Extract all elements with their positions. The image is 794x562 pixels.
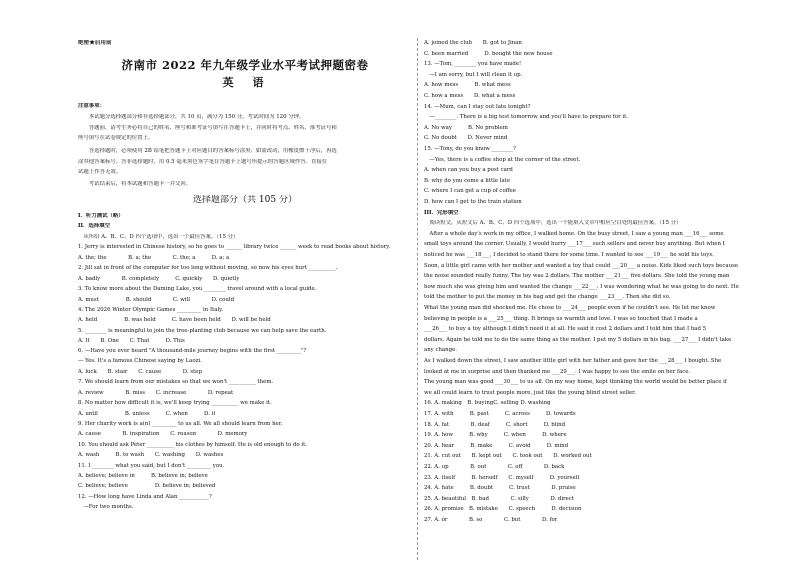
text-line: As I walked down the street, I saw another little girl with her father and gave her the ___28___ I bought. She	[424, 358, 722, 364]
text-line: Soon, a little girl came with her mother and wanted a toy that could ___20___ a noise. Kids liked such toys because	[424, 262, 739, 269]
text-line: we all could learn to trust people more, just like the young blind street seller.	[424, 389, 636, 396]
text-line: A. how mess B. what mess	[424, 82, 511, 89]
text-line: believing in people is a ___25___ thing. It brings us warmth and love. I was so touched that I made a	[424, 315, 698, 322]
text-line: 答题前，请考生务必将自己的姓名、座号和准考证号填写在答题卡上，并同时将考点、姓名、准考证号和	[78, 125, 337, 131]
text-line: C. how a mess D. what a mess	[424, 93, 516, 99]
text-line: B. why do you come a little late	[424, 177, 511, 184]
text-line: II．选择填空	[78, 223, 110, 229]
text-line: 7. We should learn from our mistakes so that we won't __________ them.	[78, 379, 274, 385]
text-line: A. believe; believe in B. believe in; believe	[78, 473, 208, 479]
text-line: 11. I ________ what you said, but I don't _________ you.	[78, 463, 225, 469]
text-line: 本试题分选择题部分和非选择题部分，共 10 页，满分为 150 分，考试时间为 120 分钟。	[78, 114, 305, 120]
text-line: 14. —Mum, can I stay out late tonight?	[424, 103, 531, 110]
text-line: 15. —Tony, do you know ________?	[424, 146, 516, 152]
text-line: 涂其他答案标号。答非选择题时，用 0.5 毫米黑色签字笔在答题卡上题号所提示的答题区域作答。直接在	[78, 159, 328, 165]
text-line: A. until B. unless C. when D. if	[78, 411, 216, 417]
text-line: small toys around the corner. Usually, I would hurry ___17___ such sellers and never buy anything. But when I	[424, 241, 725, 248]
section-heading: 选择题部分（共 105 分）	[193, 195, 297, 205]
text-line: C. where I can get a cup of coffee	[424, 188, 516, 195]
text-line: 26. A. promise B. mistake C. speech D. decision	[424, 506, 582, 513]
text-line: 21. A. cut out B. kept out C. took out D. worked out	[424, 453, 592, 460]
text-line: A. cause B. inspiration C. reason D. memory	[78, 431, 248, 437]
text-line: A. badly B. completely C. quickly D. quietly	[78, 276, 240, 282]
text-line: 12. —How long have Linda and Alan ___________?	[78, 494, 212, 500]
text-line: told the mother to put the money in his bag and get the change ___23___. Then she did so.	[424, 294, 671, 301]
text-line: I．听力测试（略）	[78, 213, 124, 219]
text-line: The young man was good ___30___ to us all. On my way home, kept thinking the world would be better place if	[424, 379, 727, 386]
text-line: 1. Jerry is interested in Chinese history, so he goes to ______ library twice ______ week to read books about history.	[78, 244, 391, 250]
text-line: dollars. Again he told me to do the same thing as the mother. I put my 5 dollars in his bag. ___27___ I didn't take	[424, 336, 732, 343]
text-line: D. how can I get to the train station	[424, 199, 522, 205]
column-divider	[417, 38, 418, 560]
text-line: A. No way B. No problem	[424, 124, 508, 131]
text-line: —For two months.	[78, 504, 134, 510]
text-line: A. wash B. to wash C. washing D. washes	[78, 452, 224, 458]
text-line: 试题上作答无效。	[78, 169, 122, 175]
text-line: 22. A. up B. out C. off D. back	[424, 464, 565, 470]
confidential-mark: 绝密★启用前	[78, 40, 112, 46]
text-line: 从所给 A、B、C、D 四个选项中，选出一个最佳答案。（15 分）	[78, 234, 239, 240]
text-line: A. joined the club B. got to Jinan	[424, 40, 522, 46]
text-line: 8. No matter how difficult it is, we'll keep trying __________ we make it.	[78, 400, 272, 406]
text-line: A. review B. miss C. increase D. repeat	[78, 390, 234, 396]
text-line: A. luck B. stair C. cause D. step	[78, 369, 202, 375]
text-line: 5. ________ is meaningful to join the tree-planting club because we can help save the earth.	[78, 328, 327, 334]
text-line: 10. You should ask Peter __________ his clothes by himself. He is old enough to do it.	[78, 442, 307, 448]
text-line: 阅读短文，从短文后 A、B、C、D 四个选项中，选出一个能填入文章中相应空白处的最佳答案。（15 分）	[424, 220, 682, 227]
text-line: ___26___ to buy a toy although I didn't need it at all. He said it cost 2 dollars and I told him that I had 5	[424, 326, 707, 333]
text-line: 25. A. beautiful B. bad C. silly D. direct	[424, 495, 575, 502]
text-line: C. been married D. bought the new house	[424, 50, 553, 57]
text-line: 9. Her charity work is a(n) _________ to us all. We all should learn from her.	[78, 421, 283, 427]
text-line: —Yes, there is a coffee shop at the corner of the street.	[424, 156, 581, 163]
text-line: A. when can you buy a post card	[424, 167, 513, 174]
exam-title: 济南市 2022 年九年级学业水平考试押题密卷	[121, 58, 369, 72]
text-line: — Yes. It's a famous Chinese saying by Laozi.	[78, 358, 202, 364]
text-line: C. believe; believe D. believe in; believed	[78, 483, 216, 489]
text-line: looked at me in surprise and then thanked me ___29___. I was happy to see the smile on her face.	[424, 368, 691, 375]
text-line: 20. A. hear B. make C. avoid D. mind	[424, 442, 569, 449]
text-line: 座号填写在试卷规定的位置上。	[78, 135, 154, 141]
text-line: C. No doubt D. Never mind	[424, 135, 508, 142]
text-line: 17. A. with B. past C. across D. towards	[424, 411, 576, 417]
text-line: 考试结束后，将本试题和答题卡一并交回。	[78, 181, 192, 187]
text-line: —I am sorry, but I will clean it up.	[424, 71, 523, 78]
text-line: 16. A. making B. buyingC. selling D. washing	[424, 400, 551, 407]
section-heading: III．完形填空	[424, 209, 459, 216]
text-line: any change.	[424, 347, 457, 354]
text-line: 3. To know more about the Daming Lake, you ________ travel around with a local guide.	[78, 286, 317, 292]
text-line: —________. There is a big test tomorrow and you'll have to prepare for it.	[424, 114, 628, 121]
text-line: A. the; the B. a; the C. the; a D. a; a	[78, 255, 230, 261]
text-line: 答选择题时，必须使用 2B 铅笔把答题卡上对应题目的答案标号涂黑；如需改动，用橡皮擦干净后，再选	[78, 148, 337, 154]
text-line: 24. A. hate B. doubt C. trust D. praise	[424, 485, 576, 492]
text-line: A. It B. One C. That D. This	[78, 338, 185, 344]
text-line: 6. —Have you ever heard "A thousand-mile journey begins with the first _________"?	[78, 348, 307, 354]
exam-subject: 英 语	[222, 76, 268, 89]
text-line: 注意事项：	[78, 103, 105, 109]
text-line: how much she was giving him and wanted the change ___22___. I was wondering what he was going to do next. He	[424, 283, 739, 290]
text-line: After a whole day's work in my office, I walked home. On the busy street, I saw a young man ___16___ some	[424, 230, 724, 237]
text-line: A. held B. was held C. have been held D. will be held	[78, 317, 271, 323]
text-line: 19. A. how B. why C. when D. where	[424, 432, 567, 439]
text-line: What the young man did shocked me. He chose to ___24___ people even if he couldn't see. He let me know	[424, 305, 716, 311]
text-line: A. must B. should C. will D. could	[78, 297, 235, 303]
text-line: 27. A. or B. so C. but D. for	[424, 517, 558, 523]
text-line: 23. A. itself B. herself C. myself D. yourself	[424, 474, 580, 481]
text-line: 13. —Tom, ________ you have made!	[424, 61, 522, 68]
text-line: 4. The 2026 Winter Olympic Games _________ in Italy.	[78, 307, 224, 313]
text-line: 18. A. fat B. deaf C. short D. blind	[424, 421, 566, 428]
text-line: the noise sounded really funny. The toy was 2 dollars. The mother ___21___ five dollars. She told the young man	[424, 273, 730, 280]
text-line: 2. Jill sat in front of the computer for too long without moving, so now his eyes hurt __________.	[78, 265, 338, 271]
text-line: noticed he was ___18___, I decided to stand there for some time. I wanted to see ___19___ he sold his toys.	[424, 252, 714, 258]
